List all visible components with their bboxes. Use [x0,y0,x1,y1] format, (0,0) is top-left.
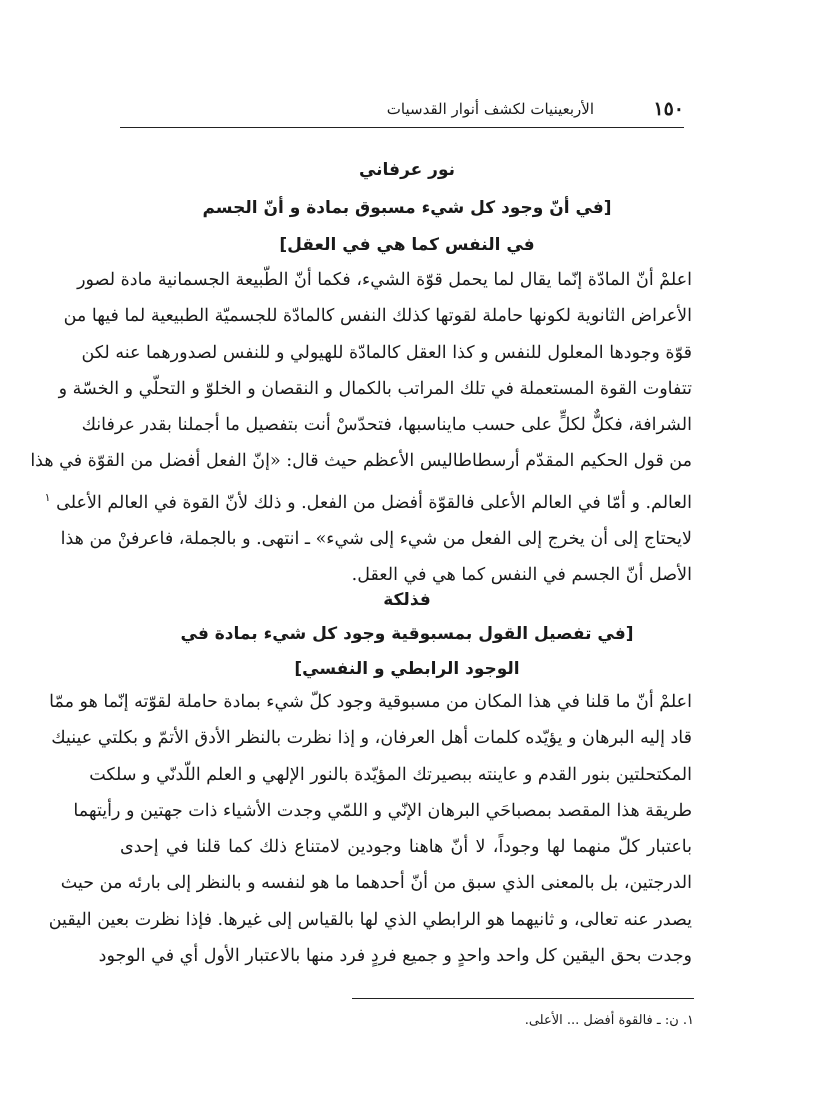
section1-body [30,262,692,594]
body-line: الشرافة، فكلٌّ لكلٍّ على حسب مايناسبها، فتحدّسْ أنت بتفصيل ما أجملنا بقدر عرفانك [81,415,692,436]
header-rule [120,127,684,128]
footnote: ١. ن: ـ فالقوة أفضل ... الأعلى. [524,1013,694,1028]
section1-label: نور عرفاني [358,160,456,180]
body-line-text: العالم. و أمّا في العالم الأعلى فالقوّة أفضل من الفعل. و ذلك لأنّ القوة في العالم الأعلى [56,492,692,513]
section1-title-line2: في النفس كما هي في العقل] [279,235,535,255]
body-line: اعلمْ أنّ ما قلنا في هذا المكان من مسبوقية وجود كلّ شيء بمادة حاملة لقوّته إنّما هو ممّا [49,692,692,712]
body-line: الأعراض الثانوية لكونها حاملة لقوتها كذلك النفس كالمادّة للجسميّة الطبيعية لما فيها من [63,306,692,327]
body-line: باعتبار كلّ منهما لها وجوداً، لا أنّ هاهنا وجودين لامتناع ذلك كما قلنا في إحدى [120,837,692,858]
body-line: لايحتاج إلى أن يخرج إلى الفعل من شيء إلى شيء» ـ انتهى. و بالجملة، فاعرفنْ من هذا [60,528,692,549]
section1-title-line1: [في أنّ وجود كل شيء مسبوق بمادة و أنّ الجسم [202,198,612,218]
body-line: طريقة هذا المقصد بمصباحَي البرهان الإنّي و اللمّي وجدت الأشياء ذات جهتين و رأيتهما [73,800,692,821]
body-line: الدرجتين، بل بالمعنى الذي سبق من أنّ أحدهما ما هو لنفسه و بالنظر إلى بارئه من حيث [60,873,692,894]
body-line: يصدر عنه تعالى، و ثانيهما هو الرابطي الذي لها بالقياس إلى غيرها. فإذا نظرت بعين اليقين [48,909,692,930]
body-line: تتفاوت القوة المستعملة في تلك المراتب بالكمال و النقصان و الخلوّ و التحلّي و الخسّة و [58,378,692,399]
section2-title-line1: [في تفصيل القول بمسبوقية وجود كل شيء بمادة في [180,624,634,644]
section2-label: فذلكة [383,590,431,610]
body-line: المكتحلتين بنور القدم و عاينته ببصيرتك المؤيّدة بالنور الإلهي و العلم اللّدنّي و سلكت [89,764,692,785]
body-line: وجدت بحق اليقين كل واحد واحدٍ و جميع فردٍ فرد منها بالاعتبار الأول أي في الوجود [98,946,692,967]
footnote-marker: ١ [44,490,51,504]
section2-title-line2: الوجود الرابطي و النفسي] [294,659,520,679]
body-line: قوّة وجودها المعلول للنفس و كذا العقل كالمادّة للهيولي و للنفس لصدورهما عنه لكن [81,342,692,363]
body-line: قاد إليه البرهان و يؤيّده كلمات أهل العرفان، و إذا نظرت بالنظر الأدق الأتمّ و بكلتي عينيك [51,728,692,749]
footnote-rule [352,998,694,999]
body-line-with-footnote [44,480,692,521]
body-line: اعلمْ أنّ المادّة إنّما يقال لما يحمل قوّة الشيء، فكما أنّ الطّبيعة الجسمانية مادة لصور [77,270,692,290]
running-title: الأربعينيات لكشف أنوار القدسيات [386,100,594,118]
section2-body [48,684,692,974]
body-line: من قول الحكيم المقدّم أرسطاطاليس الأعظم حيث قال: «إنّ الفعل أفضل من القوّة في هذا [30,451,692,472]
page-number: ١٥٠ [653,98,684,120]
page-header [120,98,684,128]
body-line: الأصل أنّ الجسم في النفس كما هي في العقل. [351,565,692,586]
